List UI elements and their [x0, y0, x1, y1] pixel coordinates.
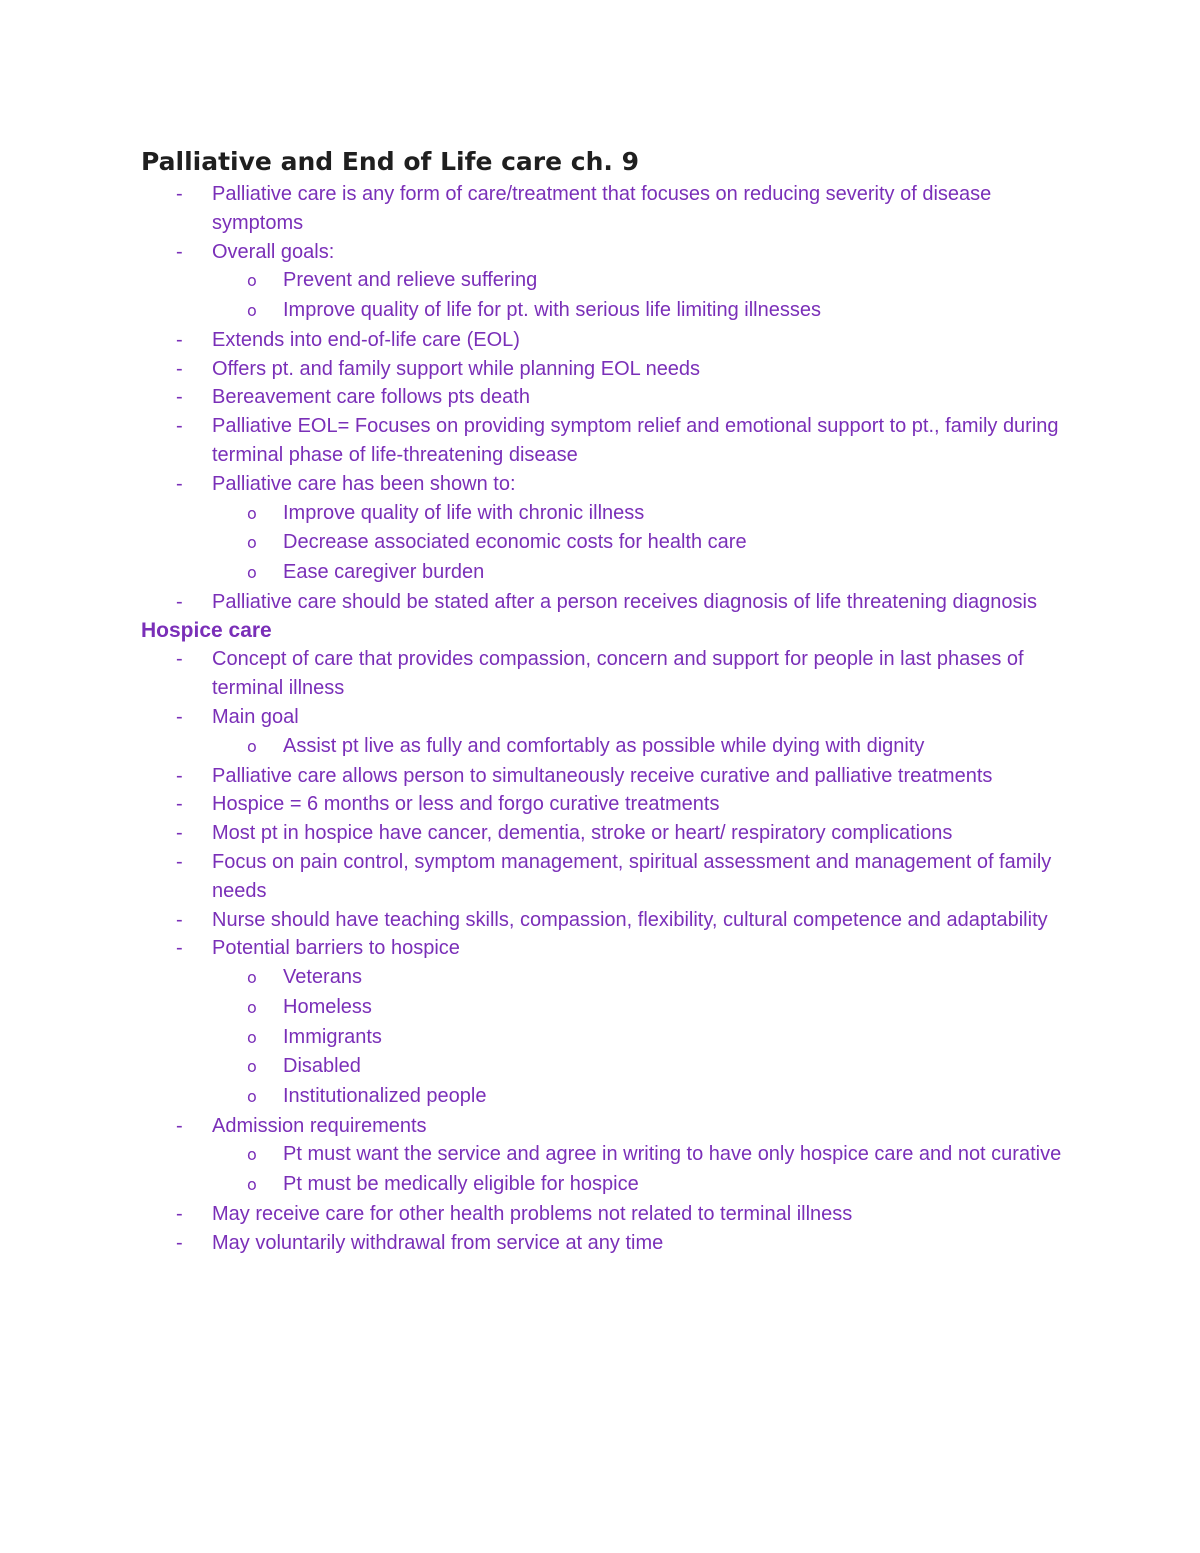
list-item: [141, 470, 1071, 588]
circle-bullet-icon: o: [247, 736, 257, 756]
dash-bullet-icon: -: [176, 822, 183, 845]
sub-list: [212, 266, 1071, 325]
circle-bullet-icon: o: [247, 1175, 257, 1195]
list-item: [141, 1229, 1071, 1258]
list-item: [141, 355, 1071, 384]
circle-bullet-icon: o: [247, 503, 257, 523]
dash-bullet-icon: -: [176, 850, 183, 873]
list-item: [141, 383, 1071, 412]
sub-list-item-text: Immigrants: [283, 1025, 382, 1048]
dash-bullet-icon: -: [176, 706, 183, 729]
list-item: [141, 1112, 1071, 1200]
list-item-text: Concept of care that provides compassion, concern and support for people in last phases of terminal illness: [212, 648, 1024, 700]
page-title: Palliative and End of Life care ch. 9: [141, 147, 639, 176]
list-item: [141, 326, 1071, 355]
sub-list-item-text: Ease caregiver burden: [283, 560, 485, 583]
sub-list-item: [141, 993, 1071, 1023]
list-item: [141, 238, 1071, 326]
sub-list-item: [141, 499, 1071, 529]
sub-list-item-text: Improve quality of life with chronic illness: [283, 501, 645, 524]
sub-list-item-text: Assist pt live as fully and comfortably as possible while dying with dignity: [283, 734, 925, 757]
dash-bullet-icon: -: [176, 590, 183, 613]
dash-bullet-icon: -: [176, 386, 183, 409]
list-item-text: Palliative care is any form of care/treatment that focuses on reducing severity of disease symptoms: [212, 183, 992, 234]
section-heading-hospice: Hospice care: [141, 619, 272, 643]
dash-bullet-icon: -: [176, 240, 183, 263]
dash-bullet-icon: -: [176, 415, 183, 438]
list-item: [141, 645, 1071, 703]
circle-bullet-icon: o: [247, 1145, 257, 1165]
sub-list-item: [141, 963, 1071, 993]
sub-list-item: [141, 558, 1071, 588]
sub-list-item-text: Pt must want the service and agree in writing to have only hospice care and not curative: [283, 1143, 1062, 1166]
sub-list-item-text: Institutionalized people: [283, 1084, 487, 1107]
list-item-text: Extends into end-of-life care (EOL): [212, 328, 520, 351]
sub-list-item: [141, 1170, 1071, 1200]
circle-bullet-icon: o: [247, 1057, 257, 1077]
circle-bullet-icon: o: [247, 968, 257, 988]
sub-list: [212, 732, 1071, 762]
hospice-care-list: [141, 645, 1071, 1257]
sub-list-item: [141, 296, 1071, 326]
list-item-text: Bereavement care follows pts death: [212, 386, 530, 409]
dash-bullet-icon: -: [176, 937, 183, 960]
circle-bullet-icon: o: [247, 301, 257, 321]
list-item-text: Offers pt. and family support while planning EOL needs: [212, 357, 701, 380]
dash-bullet-icon: -: [176, 1231, 183, 1254]
dash-bullet-icon: -: [176, 1114, 183, 1137]
list-item: [141, 703, 1071, 762]
document-content: [141, 144, 1071, 1257]
circle-bullet-icon: o: [247, 1086, 257, 1106]
list-item-text: Most pt in hospice have cancer, dementia, stroke or heart/ respiratory complications: [212, 822, 953, 845]
list-item-text: Palliative EOL= Focuses on providing symptom relief and emotional support to pt., family during terminal phase of life-threatening disease: [212, 415, 1059, 466]
sub-list-item: [141, 1082, 1071, 1112]
dash-bullet-icon: -: [176, 472, 183, 495]
dash-bullet-icon: -: [176, 328, 183, 351]
sub-list: [212, 499, 1071, 588]
circle-bullet-icon: o: [247, 271, 257, 291]
list-item: [141, 588, 1071, 617]
sub-list-item: [141, 1140, 1071, 1170]
list-item: [141, 1200, 1071, 1229]
list-item-text: Palliative care should be stated after a person receives diagnosis of life threatening diagnosis: [212, 590, 1037, 613]
dash-bullet-icon: -: [176, 357, 183, 380]
list-item-text: Main goal: [212, 706, 299, 729]
list-item-text: Hospice = 6 months or less and forgo curative treatments: [212, 793, 720, 816]
sub-list-item: [141, 266, 1071, 296]
sub-list-item: [141, 732, 1071, 762]
dash-bullet-icon: -: [176, 1202, 183, 1225]
dash-bullet-icon: -: [176, 648, 183, 671]
circle-bullet-icon: o: [247, 533, 257, 553]
list-item-text: May receive care for other health problems not related to terminal illness: [212, 1202, 853, 1225]
list-item-text: Potential barriers to hospice: [212, 937, 460, 960]
sub-list: [212, 1140, 1071, 1199]
sub-list-item: [141, 1052, 1071, 1082]
sub-list-item-text: Improve quality of life for pt. with serious life limiting illnesses: [283, 299, 821, 322]
sub-list-item-text: Homeless: [283, 995, 372, 1018]
list-item: [141, 790, 1071, 819]
palliative-care-list: [141, 180, 1071, 616]
list-item-text: Palliative care allows person to simultaneously receive curative and palliative treatments: [212, 764, 993, 787]
sub-list-item: [141, 528, 1071, 558]
list-item-text: Admission requirements: [212, 1114, 427, 1137]
sub-list-item-text: Prevent and relieve suffering: [283, 269, 538, 292]
sub-list-item-text: Pt must be medically eligible for hospice: [283, 1173, 639, 1196]
sub-list-item-text: Veterans: [283, 966, 362, 989]
list-item: [141, 762, 1071, 791]
circle-bullet-icon: o: [247, 1027, 257, 1047]
list-item: [141, 906, 1071, 935]
sub-list-item-text: Decrease associated economic costs for health care: [283, 531, 747, 554]
list-item-text: May voluntarily withdrawal from service at any time: [212, 1231, 664, 1254]
list-item-text: Palliative care has been shown to:: [212, 472, 516, 495]
list-item: [141, 934, 1071, 1111]
dash-bullet-icon: -: [176, 764, 183, 787]
circle-bullet-icon: o: [247, 997, 257, 1017]
list-item: [141, 412, 1071, 470]
sub-list-item: [141, 1023, 1071, 1053]
sub-list-item-text: Disabled: [283, 1055, 361, 1078]
dash-bullet-icon: -: [176, 908, 183, 931]
list-item: [141, 848, 1071, 906]
list-item: [141, 180, 1071, 238]
list-item-text: Nurse should have teaching skills, compassion, flexibility, cultural competence and adaptability: [212, 908, 1048, 931]
dash-bullet-icon: -: [176, 793, 183, 816]
sub-list: [212, 963, 1071, 1112]
list-item-text: Overall goals:: [212, 240, 335, 263]
dash-bullet-icon: -: [176, 183, 183, 205]
circle-bullet-icon: o: [247, 562, 257, 582]
list-item-text: Focus on pain control, symptom management, spiritual assessment and management of family needs: [212, 850, 1052, 902]
list-item: [141, 819, 1071, 848]
